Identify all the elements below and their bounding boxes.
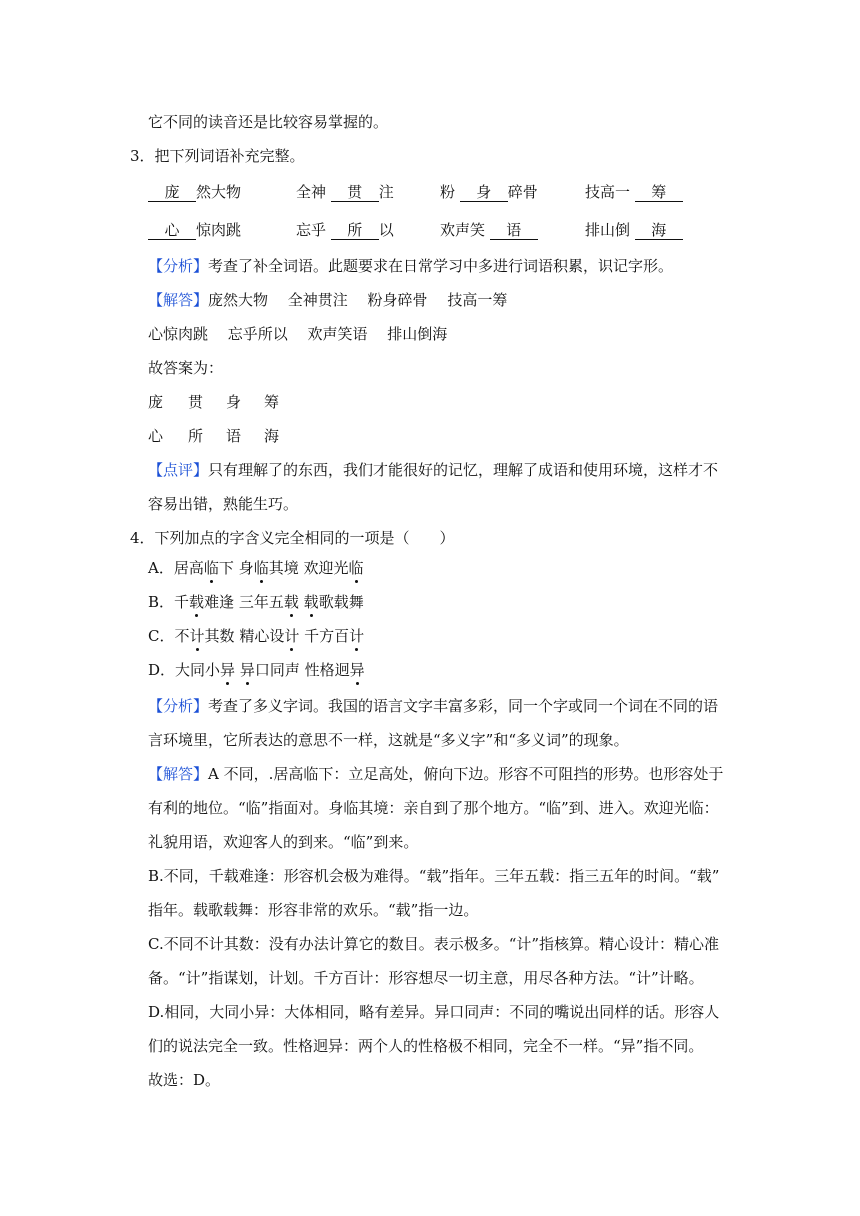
q3-answer-intro: 故答案为： xyxy=(148,359,224,377)
fill-blank: 庞 xyxy=(148,183,196,202)
emphasis-char: 载 xyxy=(189,593,205,611)
q3-number: 3． xyxy=(130,147,155,165)
q4-answer-line: B.不同，千载难逢：形容机会极为难得。“载”指年。三年五载：指三五年的时间。“载” xyxy=(148,867,720,885)
q3-answer-line2: 心惊肉跳 忘乎所以 欢声笑语 排山倒海 xyxy=(148,325,448,343)
answer-char: 所 xyxy=(188,427,204,445)
q3-fill-item: 技高一 筹 xyxy=(585,182,683,202)
answer-tag: 【解答】 xyxy=(148,291,209,309)
fill-blank: 海 xyxy=(635,221,683,240)
q4-analysis: 【分析】考查了多义字词。我国的语言文字丰富多彩，同一个字或同一个词在不同的语 xyxy=(148,697,719,715)
q4-option-a: A．居高临下 身临其境 欢迎光临 xyxy=(148,559,364,577)
answer-char: 语 xyxy=(226,427,242,445)
q4-answer-line: 指年。载歌载舞：形容非常的欢乐。“载”指一边。 xyxy=(148,901,479,919)
emphasis-char: 计 xyxy=(189,627,205,645)
q3-fill-item: 欢声笑 语 xyxy=(440,220,538,240)
q4-stem xyxy=(130,528,455,548)
fill-blank: 语 xyxy=(490,221,538,240)
fill-blank: 心 xyxy=(148,221,196,240)
q3-answer: 【解答】庞然大物 全神贯注 粉身碎骨 技高一筹 xyxy=(148,291,508,309)
q4-answer-line: 们的说法完全一致。性格迥异：两个人的性格极不相同，完全不一样。“异”指不同。 xyxy=(148,1037,704,1055)
q3-fill-item: 庞 然大物 xyxy=(148,182,241,202)
fill-blank: 贯 xyxy=(331,183,379,202)
emphasis-char: 计 xyxy=(284,627,300,645)
fill-blank: 筹 xyxy=(635,183,683,202)
q3-stem-text: 把下列词语补充完整。 xyxy=(154,147,305,165)
q4-answer-line: C.不同不计其数：没有办法计算它的数目。表示极多。“计”指核算。精心设计：精心准 xyxy=(148,935,720,953)
emphasis-char: 载 xyxy=(303,593,319,611)
answer-char: 贯 xyxy=(188,393,204,411)
q3-fill-item: 全神 贯 注 xyxy=(296,183,394,201)
q4-answer-line: D.相同，大同小异：大体相同，略有差异。异口同声：不同的嘴说出同样的话。形容人 xyxy=(148,1003,720,1021)
comment-tag: 【点评】 xyxy=(148,461,209,479)
q3-stem xyxy=(130,146,305,166)
q4-option-c: C．不计其数 精心设计 千方百计 xyxy=(148,627,365,645)
q4-option-b: B．千载难逢 三年五载 载歌载舞 xyxy=(148,593,364,611)
q3-fill-item: 粉 身 碎骨 xyxy=(440,183,538,201)
q4-final-answer: 故选：D。 xyxy=(148,1071,221,1089)
analysis-tag: 【分析】 xyxy=(148,257,209,275)
answer-char: 心 xyxy=(148,427,164,445)
q4-option-d: D．大同小异 异口同声 性格迥异 xyxy=(148,661,365,679)
q4-answer-line: 有利的地位。“临”指面对。身临其境：亲自到了那个地方。“临”到、进入。欢迎光临： xyxy=(148,799,719,817)
analysis-tag: 【分析】 xyxy=(148,697,209,715)
q3-fill-item: 忘乎 所 以 xyxy=(296,221,394,239)
q3-analysis: 【分析】考查了补全词语。此题要求在日常学习中多进行词语积累，识记字形。 xyxy=(148,257,674,275)
q3-fill-item: 心 惊肉跳 xyxy=(148,220,241,240)
emphasis-char: 载 xyxy=(283,593,299,611)
emphasis-char: 临 xyxy=(253,559,269,577)
q3-fill-item: 排山倒 海 xyxy=(585,220,683,240)
emphasis-char: 临 xyxy=(348,559,364,577)
answer-tag: 【解答】 xyxy=(148,765,209,783)
fill-blank: 身 xyxy=(460,183,508,202)
q3-comment-line2: 容易出错，熟能生巧。 xyxy=(148,495,299,513)
q4-stem-text: 下列加点的字含义完全相同的一项是（ ） xyxy=(154,529,455,547)
answer-char: 海 xyxy=(264,427,280,445)
answer-char: 庞 xyxy=(148,393,164,411)
emphasis-char: 异 xyxy=(239,661,255,679)
emphasis-char: 异 xyxy=(349,661,365,679)
q4-number: 4． xyxy=(130,529,155,547)
emphasis-char: 临 xyxy=(203,559,219,577)
q4-answer-line: 礼貌用语，欢迎客人的到来。“临”到来。 xyxy=(148,833,419,851)
q4-answer-line: 备。“计”指谋划，计划。千方百计：形容想尽一切主意，用尽各种方法。“计”计略。 xyxy=(148,969,704,987)
emphasis-char: 计 xyxy=(349,627,365,645)
emphasis-char: 异 xyxy=(220,661,236,679)
intro-line: 它不同的读音还是比较容易掌握的。 xyxy=(148,113,389,131)
fill-blank: 所 xyxy=(331,221,379,240)
answer-char: 筹 xyxy=(264,393,280,411)
q4-analysis-line2: 言环境里，它所表达的意思不一样，这就是“多义字”和“多义词”的现象。 xyxy=(148,731,629,749)
answer-char: 身 xyxy=(226,393,242,411)
q4-answer: 【解答】A 不同，.居高临下：立足高处，俯向下边。形容不可阻挡的形势。也形容处于 xyxy=(148,765,724,783)
q3-comment: 【点评】只有理解了的东西，我们才能很好的记忆，理解了成语和使用环境，这样才不 xyxy=(148,461,719,479)
